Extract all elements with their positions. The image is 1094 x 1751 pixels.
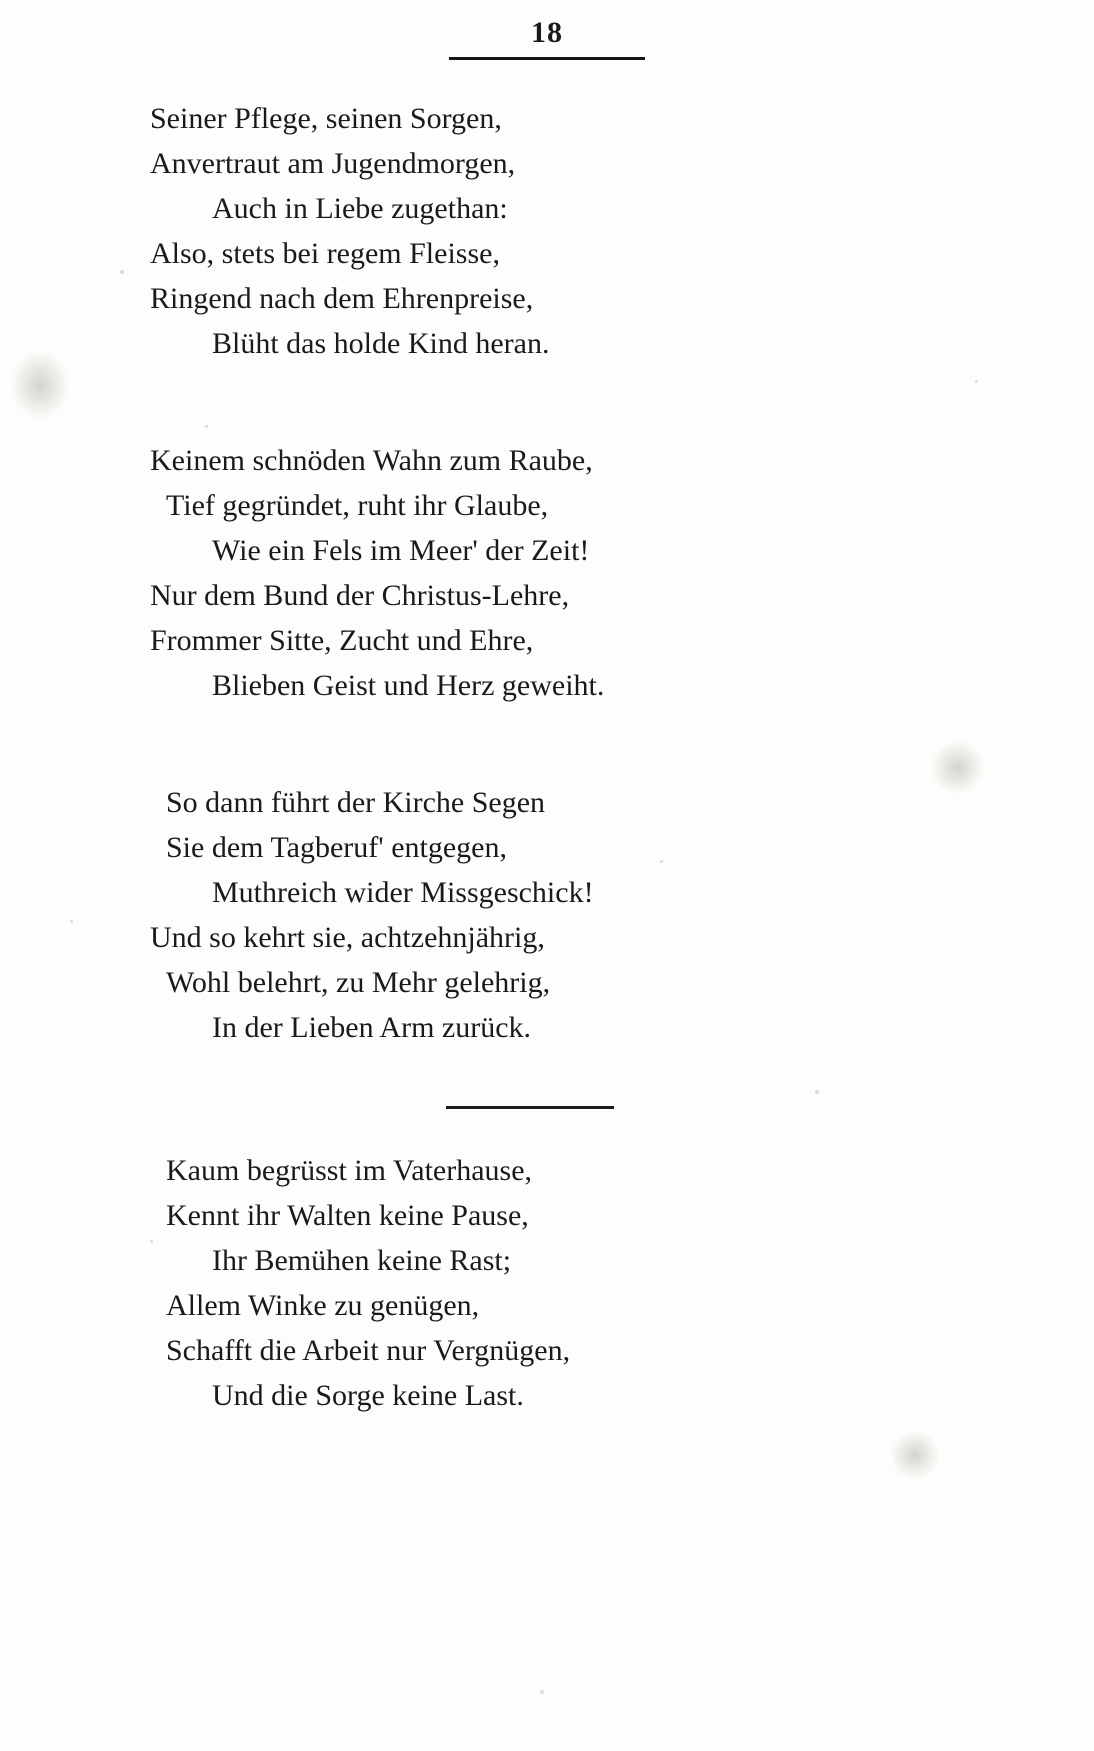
poem-line: Tief gegründet, ruht ihr Glaube, — [166, 489, 549, 522]
poem-line: Auch in Liebe zugethan: — [212, 192, 508, 225]
stanza-gap — [150, 412, 910, 438]
page-number: 18 — [531, 16, 563, 49]
poem-line: Nur dem Bund der Christus-Lehre, — [150, 579, 570, 612]
poem-line: Kennt ihr Walten keine Pause, — [166, 1199, 529, 1232]
stanza-3 — [150, 780, 910, 1050]
poem-line: Wohl belehrt, zu Mehr gelehrig, — [166, 966, 551, 999]
poem-line: Sie dem Tagberuf' entgegen, — [166, 831, 507, 864]
poem-line: In der Lieben Arm zurück. — [212, 1011, 532, 1044]
poem-line: Keinem schnöden Wahn zum Raube, — [150, 444, 593, 477]
poem-line: So dann führt der Kirche Segen — [166, 786, 546, 819]
paper-speckle — [540, 1690, 544, 1694]
paper-speckle — [120, 270, 124, 274]
poem-line: Also, stets bei regem Fleisse, — [150, 237, 500, 270]
poem-line: Und die Sorge keine Last. — [212, 1379, 524, 1412]
poem-line: Blüht das holde Kind heran. — [212, 327, 550, 360]
paper-smudge — [930, 740, 985, 795]
poem-line: Und so kehrt sie, achtzehnjährig, — [150, 921, 545, 954]
poem-line: Blieben Geist und Herz geweiht. — [212, 669, 605, 702]
stanza-4 — [150, 1148, 910, 1418]
poem-line: Wie ein Fels im Meer' der Zeit! — [212, 534, 590, 567]
paper-speckle — [70, 920, 73, 923]
poem-line: Allem Winke zu genügen, — [166, 1289, 480, 1322]
poem-body — [150, 96, 910, 1418]
poem-line: Ringend nach dem Ehrenpreise, — [150, 282, 534, 315]
header-rule — [449, 57, 645, 60]
paper-smudge — [890, 1430, 940, 1480]
poem-line: Ihr Bemühen keine Rast; — [212, 1244, 512, 1277]
section-divider-wrap — [150, 1096, 910, 1114]
poem-line: Anvertraut am Jugendmorgen, — [150, 147, 516, 180]
poem-line: Seiner Pflege, seinen Sorgen, — [150, 102, 502, 135]
page-header — [0, 18, 1094, 60]
stanza-gap — [150, 754, 910, 780]
stanza-2 — [150, 438, 910, 708]
paper-smudge — [10, 350, 70, 420]
poem-line: Kaum begrüsst im Vaterhause, — [166, 1154, 533, 1187]
stanza-1 — [150, 96, 910, 366]
section-divider — [446, 1106, 614, 1109]
poem-line: Schafft die Arbeit nur Vergnügen, — [166, 1334, 571, 1367]
paper-speckle — [975, 380, 978, 383]
poem-line: Muthreich wider Missgeschick! — [212, 876, 594, 909]
poem-line: Frommer Sitte, Zucht und Ehre, — [150, 624, 534, 657]
